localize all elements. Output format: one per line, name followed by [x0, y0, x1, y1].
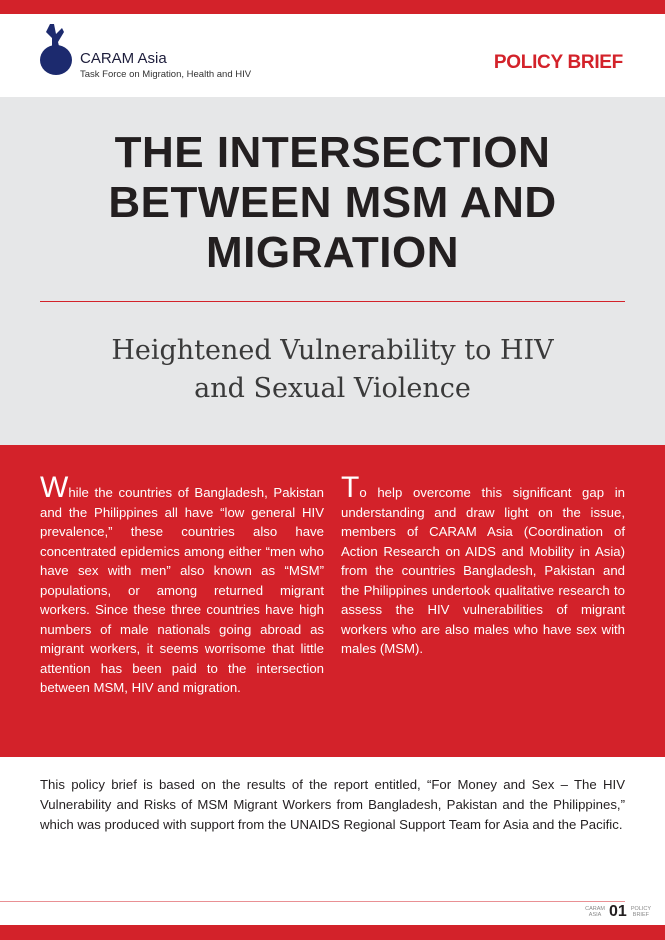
paragraph: o help overcome this significant gap in understanding and draw light on the issue, members of CARAM Asia (Coordination of Action Research on AIDS and Mobility in Asia) from the countries Bangladesh, Pakistan and the Philippines undertook qualitative research to assess the HIV vulnerabilities of migrant workers who are also males who have sex with males (MSM).	[341, 485, 625, 656]
divider	[40, 301, 625, 302]
source-note: This policy brief is based on the results of the report entitled, “For Money and Sex – The HIV Vulnerability and Risks of MSM Migrant Workers from Bangladesh, Pakistan and the Philippines,” which was produced with support from the UNAIDS Regional Support Team for Asia and the Pacific.	[40, 777, 625, 832]
org-tagline: Task Force on Migration, Health and HIV	[80, 69, 252, 80]
page-title	[0, 128, 665, 278]
drop-cap: T	[341, 471, 360, 504]
footer-org-line: ASIA	[588, 912, 602, 918]
policy-brief-label: POLICY BRIEF	[493, 52, 623, 73]
bottom-bar	[0, 925, 665, 940]
subtitle-line: Heightened Vulnerability to HIV	[111, 335, 554, 366]
footer-rule	[0, 901, 625, 902]
title-line: BETWEEN MSM AND	[108, 178, 557, 227]
page-number: 01	[609, 903, 627, 920]
intro-column-1	[40, 471, 324, 698]
footer-org	[585, 906, 605, 918]
intro-column-2	[341, 471, 625, 659]
footer	[585, 903, 651, 921]
footer-doc-line: BRIEF	[632, 912, 649, 918]
org-name: CARAM Asia	[80, 50, 167, 67]
footer-doc	[631, 906, 651, 918]
subtitle	[0, 332, 665, 408]
top-bar	[0, 0, 665, 14]
drop-cap: W	[40, 471, 69, 504]
title-line: MIGRATION	[206, 228, 459, 277]
footer-org-line: CARAM	[585, 906, 606, 912]
footer-doc-line: POLICY	[630, 906, 651, 912]
title-line: THE INTERSECTION	[114, 128, 551, 177]
subtitle-line: and Sexual Violence	[194, 373, 471, 404]
caram-logo-icon	[38, 20, 74, 78]
paragraph: hile the countries of Bangladesh, Pakistan and the Philippines all have “low general HIV prevalence,” these countries also have concentrated epidemics among either “men who have sex with men” also known as “MSM” populations, or among returned migrant workers. Since these three countries have high numbers of male nationals going abroad as migrant workers, it seems worrisome that little attention has been paid to the intersection between MSM, HIV and migration.	[40, 485, 324, 695]
